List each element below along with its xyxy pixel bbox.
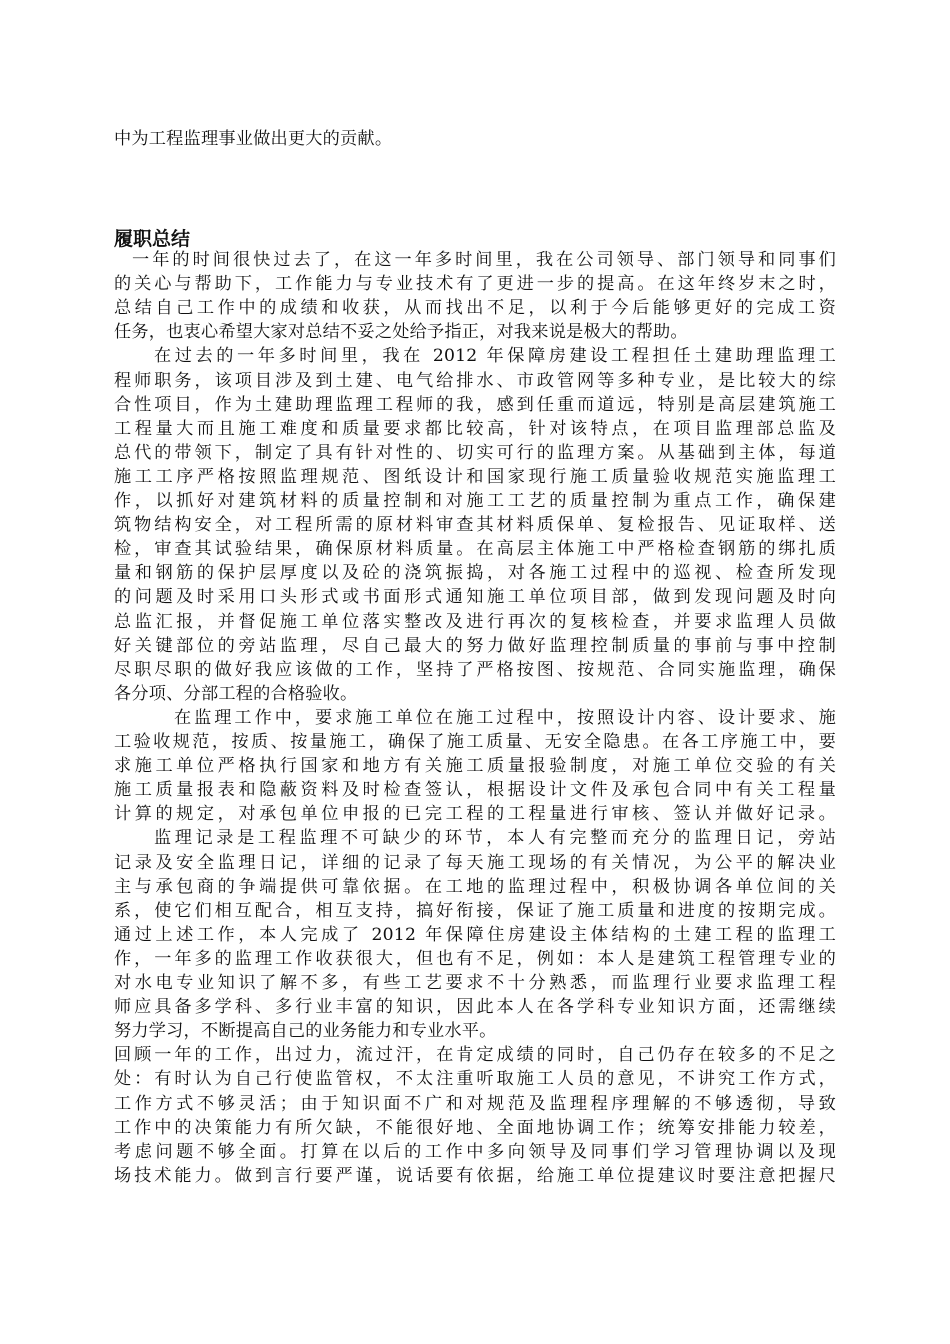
body-line: 总监汇报，并督促施工单位落实整改及进行再次的复核检查，并要求监理人员做 xyxy=(114,612,836,632)
body-line: 任务，也衷心希望大家对总结不妥之处给予指正，对我来说是极大的帮助。 xyxy=(114,322,688,342)
body-line: 程师职务，该项目涉及到土建、电气给排水、市政管网等多种专业，是比较大的综 xyxy=(114,371,836,391)
body-line: 记录及安全监理日记，详细的记录了每天施工现场的有关情况，为公平的解决业 xyxy=(114,853,836,873)
body-line: 一年的时间很快过去了，在这一年多时间里，我在公司领导、部门领导和同事们 xyxy=(132,250,836,270)
body-line: 总结自己工作中的成绩和收获，从而找出不足，以利于今后能够更好的完成工资 xyxy=(114,298,836,318)
body-line: 主与承包商的争端提供可靠依据。在工地的监理过程中，积极协调各单位间的关 xyxy=(114,877,836,897)
body-line: 合性项目，作为土建助理监理工程师的我，感到任重而道远，特别是高层建筑施工 xyxy=(114,395,836,415)
body-line: 好关键部位的旁站监理，尽自己最大的努力做好监理控制质量的事前与事中控制 xyxy=(114,636,836,656)
body-line: 量和钢筋的保护层厚度以及砼的浇筑振捣，对各施工过程中的巡视、检查所发现 xyxy=(114,563,836,583)
body-line: 施工质量报表和隐蔽资料及时检查签认，根据设计文件及承包合同中有关工程量 xyxy=(114,780,836,800)
body-line: 总代的带领下，制定了具有针对性的、切实可行的监理方案。从基础到主体，每道 xyxy=(114,443,836,463)
body-line: 计算的规定，对承包单位申报的已完工程的工程量进行审核、签认并做好记录。 xyxy=(114,804,836,824)
section-title: 履职总结 xyxy=(114,228,191,250)
body-line: 尽职尽职的做好我应该做的工作，坚持了严格按图、按规范、合同实施监理，确保 xyxy=(114,660,836,680)
body-line: 工验收规范，按质、按量施工，确保了施工质量、无安全隐患。在各工序施工中，要 xyxy=(114,732,836,752)
body-line: 作，以抓好对建筑材料的质量控制和对施工工艺的质量控制为重点工作，确保建 xyxy=(114,491,836,511)
body-line: 作，一年多的监理工作收获很大，但也有不足，例如：本人是建筑工程管理专业的 xyxy=(114,949,836,969)
body-line: 的关心与帮助下，工作能力与专业技术有了更进一步的提高。在这年终岁末之时， xyxy=(114,274,836,294)
body-line: 工作方式不够灵活；由于知识面不广和对规范及监理程序理解的不够透彻，导致 xyxy=(114,1094,836,1114)
body-line: 监理记录是工程监理不可缺少的环节，本人有完整而充分的监理日记，旁站 xyxy=(154,828,836,848)
body-line: 各分项、分部工程的合格验收。 xyxy=(114,684,358,704)
body-line: 工作中的决策能力有所欠缺，不能很好地、全面地协调工作；统筹安排能力较差， xyxy=(114,1118,836,1138)
body-line: 回顾一年的工作，出过力，流过汗，在肯定成绩的同时，自己仍存在较多的不足之 xyxy=(114,1045,836,1065)
body-line: 筑物结构安全，对工程所需的原材料审查其材料质保单、复检报告、见证取样、送 xyxy=(114,515,836,535)
body-line: 在过去的一年多时间里，我在 2012 年保障房建设工程担任土建助理监理工 xyxy=(154,346,836,366)
body-line: 求施工单位严格执行国家和地方有关施工质量报验制度，对施工单位交验的有关 xyxy=(114,756,836,776)
intro-text: 中为工程监理事业做出更大的贡献。 xyxy=(114,129,393,149)
body-line: 系，使它们相互配合，相互支持，搞好衔接，保证了施工质量和进度的按期完成。 xyxy=(114,901,836,921)
body-line: 努力学习，不断提高自己的业务能力和专业水平。 xyxy=(114,1021,497,1041)
body-line: 场技术能力。做到言行要严谨，说话要有依据，给施工单位提建议时要注意把握尺 xyxy=(114,1166,836,1186)
body-line: 通过上述工作，本人完成了 2012 年保障住房建设主体结构的土建工程的监理工 xyxy=(114,925,836,945)
body-line: 师应具备多学科、多行业丰富的知识，因此本人在各学科专业知识方面，还需继续 xyxy=(114,997,836,1017)
body-line: 考虑问题不够全面。打算在以后的工作中多向领导及同事们学习管理协调以及现 xyxy=(114,1142,836,1162)
body-line: 施工工序严格按照监理规范、图纸设计和国家现行施工质量验收规范实施监理工 xyxy=(114,467,836,487)
body-line: 对水电专业知识了解不多，有些工艺要求不十分熟悉，而监理行业要求监理工程 xyxy=(114,973,836,993)
body-line: 工程量大而且施工难度和质量要求都比较高，针对该特点，在项目监理部总监及 xyxy=(114,419,836,439)
body-line: 检，审查其试验结果，确保原材料质量。在高层主体施工中严格检查钢筋的绑扎质 xyxy=(114,539,836,559)
body-line: 的问题及时采用口头形式或书面形式通知施工单位项目部，做到发现问题及时向 xyxy=(114,587,836,607)
body-line: 在监理工作中，要求施工单位在施工过程中，按照设计内容、设计要求、施 xyxy=(174,708,836,728)
body-line: 处：有时认为自己行使监管权，不太注重听取施工人员的意见，不讲究工作方式， xyxy=(114,1069,836,1089)
